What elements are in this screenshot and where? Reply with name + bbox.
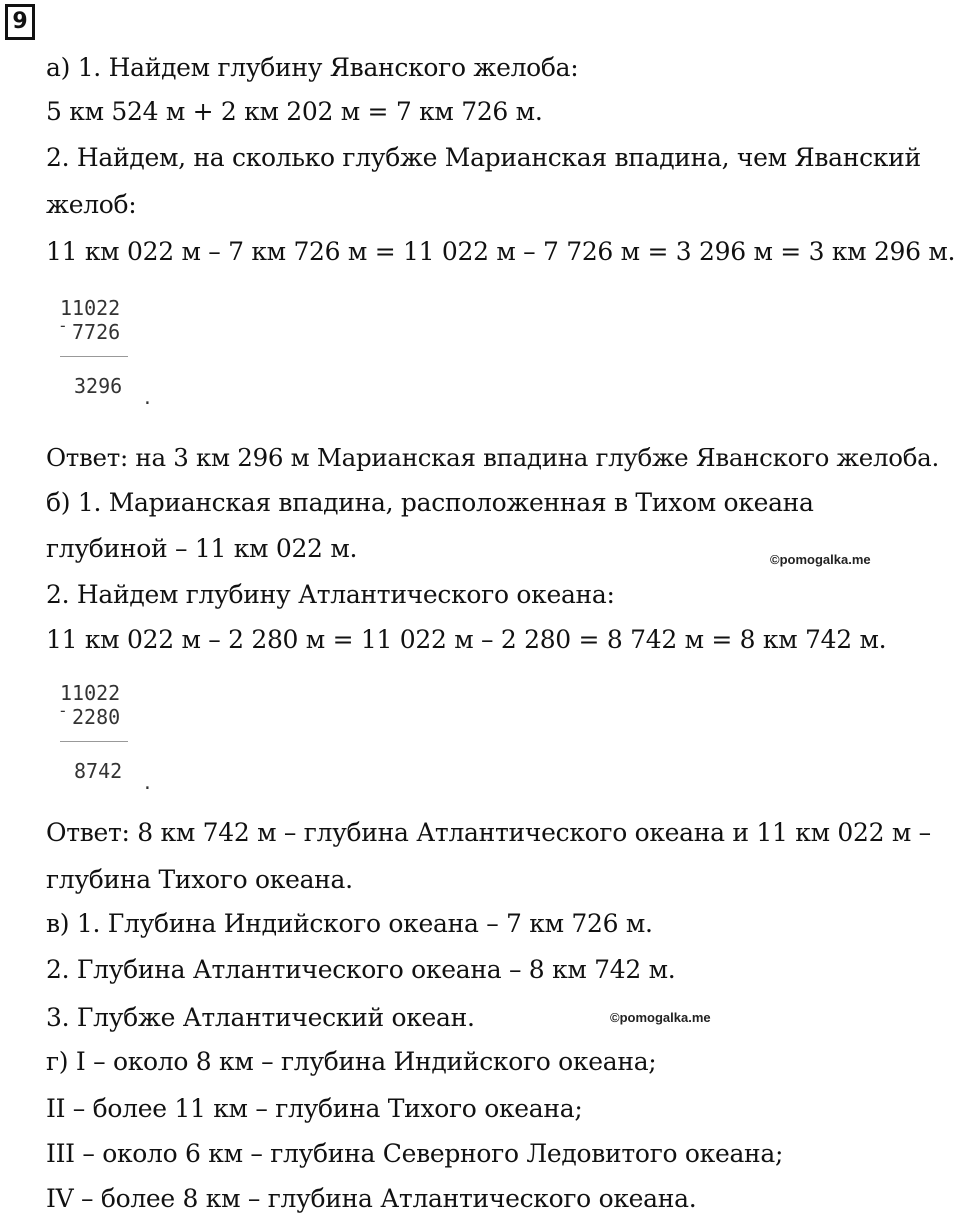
watermark: ©pomogalka.me	[610, 1010, 711, 1025]
text-line: 5 км 524 м + 2 км 202 м = 7 км 726 м.	[46, 97, 543, 126]
subtrahend: 2280	[72, 705, 121, 729]
minus-sign: -	[58, 316, 68, 335]
watermark: ©pomogalka.me	[770, 552, 871, 567]
text-line: г) I – около 8 км – глубина Индийского океана;	[46, 1047, 657, 1076]
end-dot: .	[142, 388, 153, 409]
text-line: IV – более 8 км – глубина Атлантического океана.	[46, 1184, 697, 1213]
difference: 3296	[74, 374, 123, 398]
minuend: 11022	[60, 681, 121, 705]
text-line: а) 1. Найдем глубину Яванского желоба:	[46, 53, 579, 82]
minus-sign: -	[58, 701, 68, 720]
text-line: глубиной – 11 км 022 м.	[46, 534, 358, 563]
text-line: 2. Найдем глубину Атлантического океана:	[46, 580, 615, 609]
result-line	[60, 356, 128, 357]
subtrahend: 7726	[72, 320, 121, 344]
text-line: Ответ: на 3 км 296 м Марианская впадина глубже Яванского желоба.	[46, 443, 939, 472]
text-line: глубина Тихого океана.	[46, 865, 353, 894]
task-number-badge: 9	[5, 4, 35, 40]
minuend: 11022	[60, 296, 121, 320]
text-line: 3. Глубже Атлантический океан.	[46, 1003, 475, 1032]
difference: 8742	[74, 759, 123, 783]
text-line: 11 км 022 м – 2 280 м = 11 022 м – 2 280 = 8 742 м = 8 км 742 м.	[46, 625, 887, 654]
text-line: 11 км 022 м – 7 км 726 м = 11 022 м – 7 726 м = 3 296 м = 3 км 296 м.	[46, 237, 956, 266]
end-dot: .	[142, 773, 153, 794]
result-line	[60, 741, 128, 742]
text-line: б) 1. Марианская впадина, расположенная в Тихом океана	[46, 488, 814, 517]
text-line: Ответ: 8 км 742 м – глубина Атлантического океана и 11 км 022 м –	[46, 818, 931, 847]
text-line: 2. Глубина Атлантического океана – 8 км 742 м.	[46, 955, 676, 984]
text-line: желоб:	[46, 190, 137, 219]
text-line: в) 1. Глубина Индийского океана – 7 км 726 м.	[46, 909, 653, 938]
text-line: 2. Найдем, на сколько глубже Марианская впадина, чем Яванский	[46, 143, 921, 172]
text-line: III – около 6 км – глубина Северного Ледовитого океана;	[46, 1139, 784, 1168]
text-line: II – более 11 км – глубина Тихого океана;	[46, 1094, 583, 1123]
